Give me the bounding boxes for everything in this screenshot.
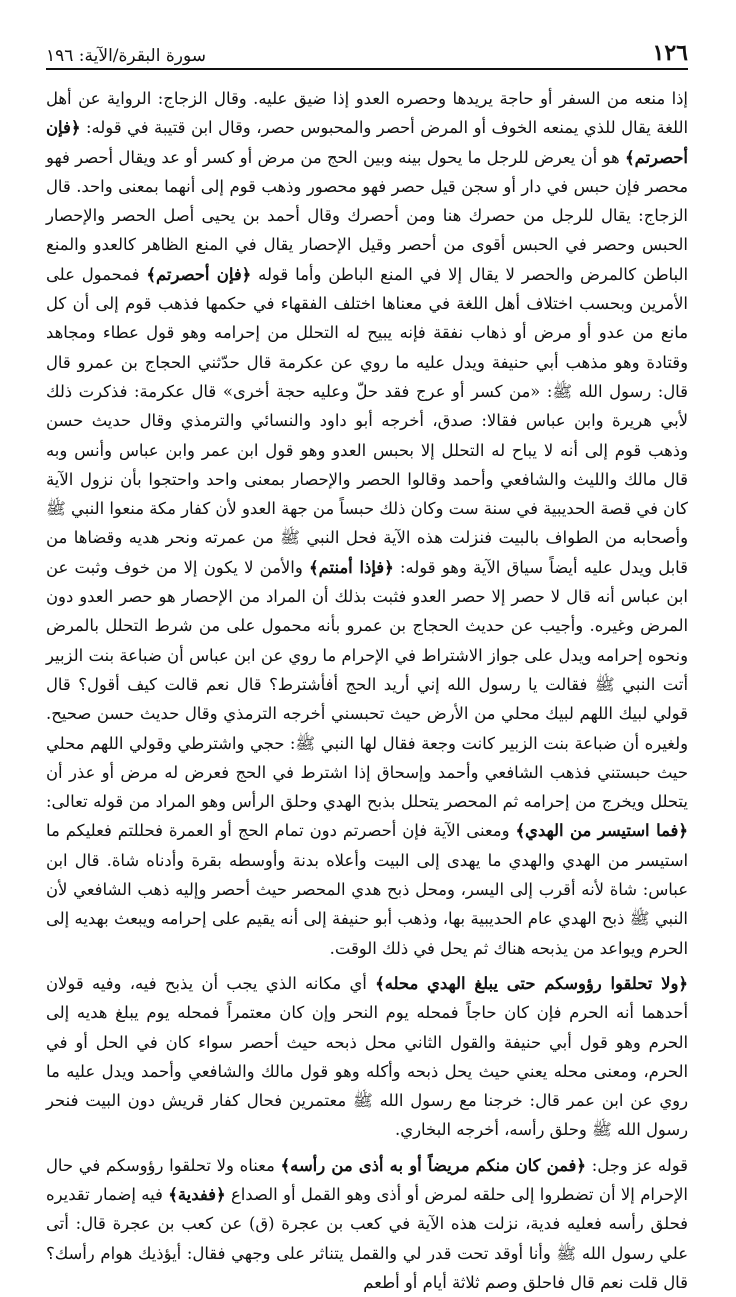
text-run: والأمن لا يكون إلا من خوف وثبت عن ابن عباس أنه قال لا حصر إلا حصر العدو فثبت بذلك أن المراد من الإحصار هو حصر العدو دون المرض وغيره. وأجيب عن حديث الحجاج بن عمرو بأنه محمول على من شرط التحلل بالمرض ونحوه إحرامه ويدل على جواز الاشتراط في الإحرام ما روي عن ابن عباس أن ضباعة بنت الزبير أتت النبي ﷺ فقالت يا رسول الله إني أريد الحج أفأشترط؟ قال نعم قالت كيف أقول؟ قال قولي لبيك اللهم لبيك محلي من الأرض حيث تحبسني أخرجه الترمذي وقال حديث حسن صحيح. ولغيره أن ضباعة بنت الزبير كانت وجعة فقال لها النبي ﷺ: حجي واشترطي وقولي اللهم محلي حيث حبستني فذهب الشافعي وأحمد وإسحاق إذا اشترط في الحج فعرض له مرض أو عذر أن يتحلل ويخرج من إحرامه ثم المحصر يتحلل بذبح الهدي وحلق الرأس وهو المراد من قوله تعالى:: [46, 557, 688, 812]
paragraph-3: [46, 1151, 688, 1297]
quran-quote: ﴿فمن كان منكم مريضاً أو به أذى من رأسه﴾: [280, 1155, 586, 1175]
text-run: هو أن يعرض للرجل ما يحول بينه وبين الحج من مرض أو كسر أو عد ويقال أحصر فهو محصر فإن حبس في دار أو سجن قيل حصر فهو محصور وذهب قوم إلى أنهما بمعنى واحد. قال الزجاج: يقال للرجل من حصرك هنا ومن أحصرك وقال أحمد بن يحيى أصل الحصر والإحصار الحبس وحصر في الحبس أقوى من أحصر وقيل الإحصار يقال في المنع الظاهر كالعدو والمنع الباطن كالمرض والحصر لا يقال إلا في المنع الباطن وأما قوله: [46, 147, 688, 284]
text-run: ومعنى الآية فإن أحصرتم دون تمام الحج أو العمرة فحللتم فعليكم ما استيسر من الهدي والهدي ما يهدى إلى البيت وأعلاه بدنة وأوسطه بقرة وأدناه شاة. قال ابن عباس: شاة لأنه أقرب إلى اليسر، ومحل ذبح هدي المحصر حيث أحصر وإليه ذهب الشافعي لأن النبي ﷺ ذبح الهدي عام الحديبية بها، وذهب أبو حنيفة إلى أنه يقيم على إحرامه ويبعث بهديه إلى الحرم ويواعد من يذبحه هناك ثم يحل في ذلك الوقت.: [46, 821, 688, 958]
text-run: فمحمول على الأمرين وبحسب اختلاف أهل اللغة في معناها اختلف الفقهاء في حكمها فذهب قوم إلى أن كل مانع من عدو أو مرض أو ذهاب نفقة فإنه يبيح له التحلل من إحرامه وهو قول عطاء ومجاهد وقتادة وهو مذهب أبي حنيفة ويدل عليه ما روي عن عكرمة قال حدّثني الحجاج بن عمرو قال قال: رسول الله ﷺ: «من كسر أو عرج فقد حلّ وعليه حجة أخرى» قال عكرمة: فذكرت ذلك لأبي هريرة وابن عباس فقالا: صدق، أخرجه أبو داود والنسائي والترمذي وقال حديث حسن وذهب قوم إلى أنه لا يباح له التحلل إلا بحبس العدو وهو قول ابن عمر وابن عباس وأنس وبه قال مالك والليث والشافعي وأحمد وقالوا الحصر والإحصار بمعنى واحد واحتجوا بأن نزول الآية كان في قصة الحديبية في سنة ست وكان ذلك حبساً من جهة العدو لأن كفار مكة منعوا النبي ﷺ وأصحابه من الطواف بالبيت فنزلت هذه الآية فحل النبي ﷺ من عمرته ونحر هديه وقضاها من قابل ويدل عليه أيضاً سياق الآية وهو قوله:: [46, 264, 688, 577]
text-run: معناه ولا تحلقوا رؤوسكم في حال الإحرام إلا أن تضطروا إلى حلقه لمرض أو أذى وهو القمل أو الصداع: [46, 1155, 688, 1204]
body-text: [46, 84, 688, 1297]
quran-quote: ﴿ولا تحلقوا رؤوسكم حتى يبلغ الهدي محله﴾: [375, 973, 688, 993]
quran-quote: ﴿فإن أحصرتم﴾: [146, 264, 252, 284]
paragraph-1: [46, 84, 688, 963]
page-header: [46, 36, 688, 70]
quran-quote: ﴿فإن أحصرتم﴾: [46, 118, 688, 167]
text-run: أي مكانه الذي يجب أن يذبح فيه، وفيه قولان أحدهما أنه الحرم فإن كان حاجاً فمحله يوم النحر وإن كان معتمراً فمحله يوم يبلغ هديه إلى الحرم وهو قول أبي حنيفة والقول الثاني محل ذبحه حيث أحصر سواء كان في الحل أو في الحرم، ومعنى محله يعني حيث يحل ذبحه وأكله وهو قول مالك والشافعي وأحمد ويدل عليه ما روي عن ابن عمر قال: خرجنا مع رسول الله ﷺ معتمرين فحال كفار قريش دون البيت فنحر رسول الله ﷺ وحلق رأسه، أخرجه البخاري.: [46, 973, 688, 1140]
page-number: ١٢٦: [652, 40, 688, 66]
quran-quote: ﴿فإذا أمنتم﴾: [308, 557, 394, 577]
text-run: فيه إضمار تقديره فحلق رأسه فعليه فدية، نزلت هذه الآية في كعب بن عجرة (ق) عن كعب بن عجرة قال: أتى علي رسول الله ﷺ وأنا أوقد تحت قدر لي والقمل يتناثر على وجهي فقال: أيؤذيك هوام رأسك؟ قال قلت نعم قال فاحلق وصم ثلاثة أيام أو أطعم: [46, 1184, 688, 1292]
paragraph-2: [46, 969, 688, 1145]
text-run: إذا منعه من السفر أو حاجة يريدها وحصره العدو إذا ضيق عليه. وقال الزجاج: الرواية عن أهل اللغة يقال للذي يمنعه الخوف أو المرض أحصر والمحبوس حصر، وقال ابن قتيبة في قوله:: [46, 89, 688, 138]
quran-quote: ﴿فما استيسر من الهدي﴾: [515, 821, 688, 841]
quran-quote: ﴿ففدية﴾: [168, 1184, 226, 1204]
text-run: قوله عز وجل:: [586, 1155, 688, 1175]
sura-title: سورة البقرة/الآية: ١٩٦: [46, 46, 206, 66]
